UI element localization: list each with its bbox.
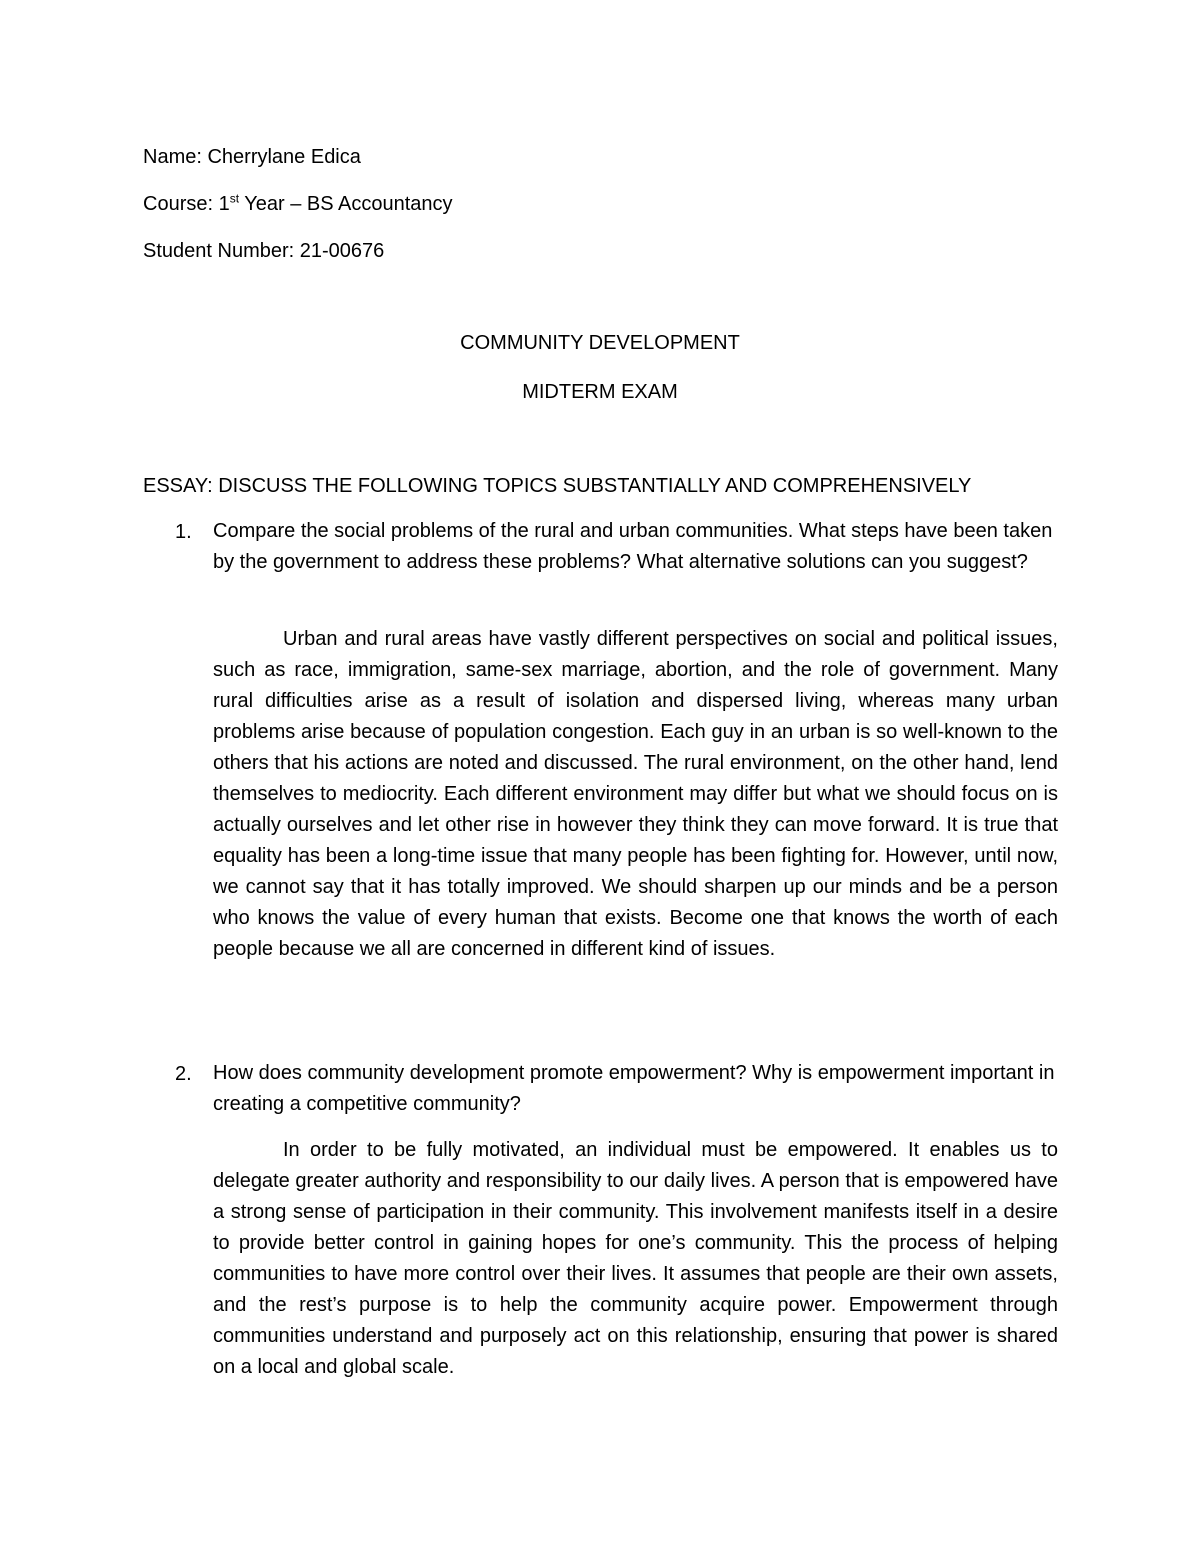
question-1-text: Compare the social problems of the rural and urban communities. What steps have been taken by the government to address these problems? What alternative solutions can you suggest? [213,520,1053,573]
question-2-number: 2. [175,1063,192,1085]
course-line [143,192,453,216]
student-name-line [143,145,361,169]
course-label: Course: [143,193,214,215]
exam-title: MIDTERM EXAM [522,381,678,403]
answer-1: Urban and rural areas have vastly different perspectives on social and political issues, such as race, immigration, same-sex marriage, abortion, and the role of government. Many rural difficulties arise as a result of isolation and dispersed living, whereas many urban problems arise because of population congestion. Each guy in an urban is so well-known to the others that his actions are noted and discussed. The rural environment, on the other hand, lend themselves to mediocrity. Each different environment may differ but what we should focus on is actually ourselves and let other rise in however they think they can move forward. It is true that equality has been a long-time issue that many people has been fighting for. However, until now, we cannot say that it has totally improved. We should sharpen up our minds and be a person who knows the value of every human that exists. Become one that knows the worth of each people because we all are concerned in different kind of issues. [213,628,1058,960]
student-name: Cherrylane Edica [207,146,361,168]
name-label: Name: [143,146,202,168]
student-number-label: Student Number: [143,240,295,262]
question-2-text: How does community development promote empowerment? Why is empowerment important in creating a competitive community? [213,1062,1055,1115]
course-year-number: 1 [218,193,230,215]
answer-2: In order to be fully motivated, an individual must be empowered. It enables us to delegate greater authority and responsibility to our daily lives. A person that is empowered have a strong sense of participation in their community. This involvement manifests itself in a desire to provide better control in gaining hopes for one’s community. This the process of helping communities to have more control over their lives. It assumes that people are their own assets, and the rest’s purpose is to help the community acquire power. Empowerment through communities understand and purposely act on this relationship, ensuring that power is shared on a local and global scale. [213,1139,1058,1378]
essay-instruction: ESSAY: DISCUSS THE FOLLOWING TOPICS SUBSTANTIALLY AND COMPREHENSIVELY [143,475,972,497]
question-1-number: 1. [175,521,192,543]
student-number: 21-00676 [299,240,385,262]
student-number-line [143,239,384,263]
subject-title: COMMUNITY DEVELOPMENT [460,332,740,354]
course-year-superscript: st [229,191,240,206]
course-program: Year – BS Accountancy [244,193,453,215]
